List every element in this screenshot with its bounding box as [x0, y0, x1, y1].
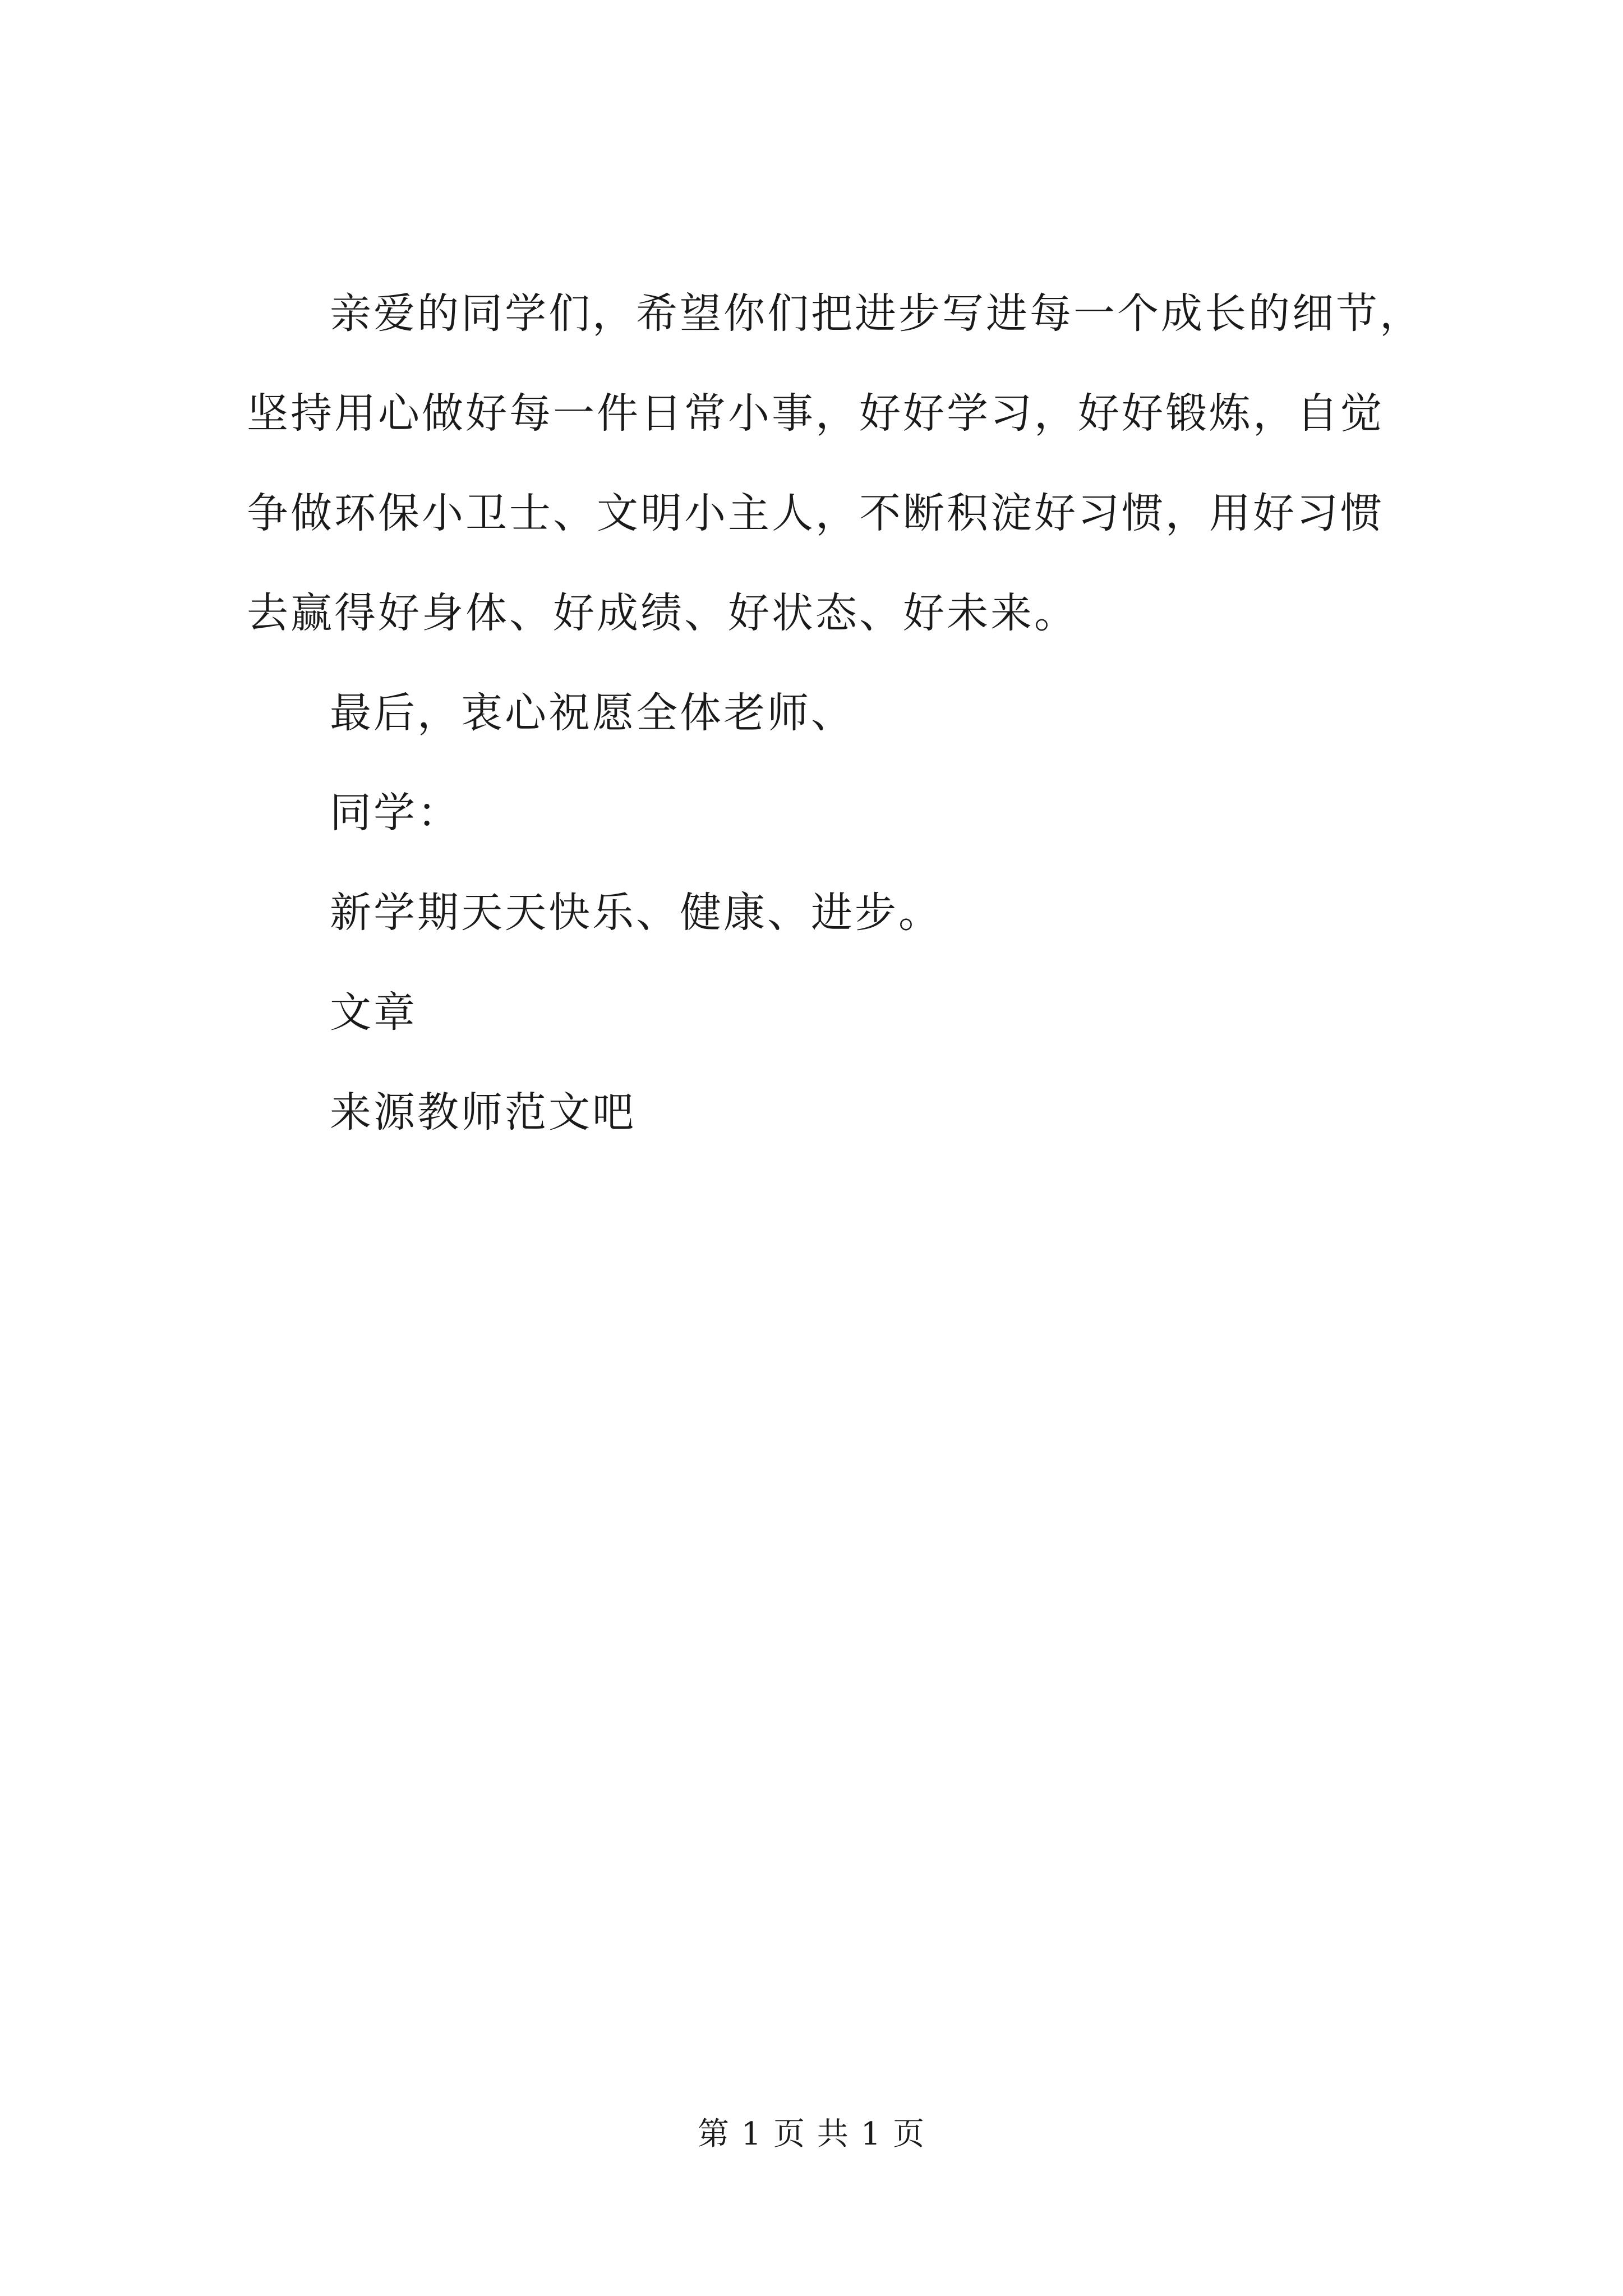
closing-line: 同学：: [330, 789, 461, 837]
page-footer: 第 1 页 共 1 页: [697, 2116, 926, 2152]
document-body: [247, 264, 1424, 1162]
closing-line: 新学期天天快乐、健康、进步。: [330, 889, 942, 937]
source-line: 文章: [330, 988, 417, 1037]
source-line: 来源教师范文吧: [330, 1088, 636, 1137]
closing-line: 最后，衷心祝愿全体老师、: [330, 689, 855, 737]
body-paragraph: 亲爱的同学们，希望你们把进步写进每一个成长的细节，坚持用心做好每一件日常小事，好好学习，好好锻炼，自觉争做环保小卫士、文明小主人，不断积淀好习惯，用好习惯去赢得好身体、好成绩、好状态、好未来。: [247, 289, 1423, 637]
